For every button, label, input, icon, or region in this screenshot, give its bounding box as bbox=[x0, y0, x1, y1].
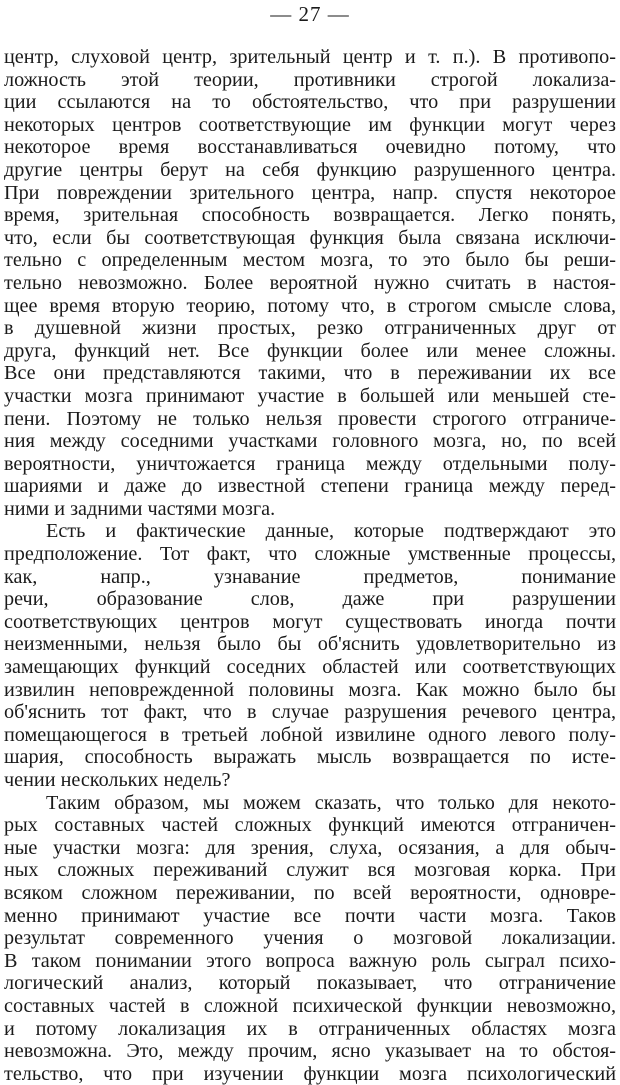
text-line: При повреждении зрительного центра, напр. спустя некоторое bbox=[4, 181, 616, 204]
text-line: результат современного учения о мозговой локализации. bbox=[4, 927, 616, 950]
text-line: ные участки мозга: для зрения, слуха, осязания, а для обыч- bbox=[4, 836, 616, 859]
text-line: тельно невозможно. Более вероятной нужно считать в настоя- bbox=[4, 271, 616, 294]
text-line: Таким образом, мы можем сказать, что только для некото- bbox=[46, 791, 616, 814]
text-line: в душевной жизни простых, резко отграниченных друг от bbox=[4, 317, 616, 340]
text-line: извилин неповрежденной половины мозга. Как можно было бы bbox=[4, 678, 616, 701]
text-line: соответствующих центров могут существовать иногда почти bbox=[4, 610, 616, 633]
paragraph-3 bbox=[4, 792, 616, 1085]
text-line: замещающих функций соседних областей или соответствующих bbox=[4, 656, 616, 679]
text-line: В таком понимании этого вопроса важную роль сыграл психо- bbox=[4, 949, 616, 972]
text-line: Есть и фактические данные, которые подтверждают это bbox=[46, 520, 616, 543]
text-line: невозможна. Это, между прочим, ясно указывает на то обстоя- bbox=[4, 1040, 616, 1063]
text-line: вероятности, уничтожается граница между отдельными полу- bbox=[4, 452, 616, 475]
text-line: чении нескольких недель? bbox=[4, 769, 231, 791]
text-line: щее время вторую теорию, потому что, в строгом смысле слова, bbox=[4, 294, 616, 317]
text-line: ложность этой теории, противники строгой локализа- bbox=[4, 68, 616, 91]
text-line: ними и задними частями мозга. bbox=[4, 497, 276, 520]
text-line: рых составных частей сложных функций имеются отграничен- bbox=[4, 814, 616, 837]
text-line: как, напр., узнавание предметов, понимание bbox=[4, 565, 616, 588]
text-line: неизменными, нельзя было бы об'яснить удовлетворительно из bbox=[4, 633, 616, 656]
text-line: предположение. Тот факт, что сложные умственные процессы, bbox=[4, 543, 616, 566]
text-line: ных сложных переживаний служит вся мозговая корка. При bbox=[4, 859, 616, 882]
text-line: некоторое время восстанавливаться очевидно потому, что bbox=[4, 136, 616, 159]
text-line: некоторых центров соответствующие им функции могут через bbox=[4, 113, 616, 136]
text-line: менно принимают участие все почти части мозга. Таков bbox=[4, 904, 616, 927]
text-line: друга, функций нет. Все функции более или менее сложны. bbox=[4, 339, 616, 362]
text-line: и потому локализация их в отграниченных областях мозга bbox=[4, 1017, 616, 1040]
text-line: шариями и даже до известной степени граница между перед- bbox=[4, 475, 616, 498]
text-line: ния между соседними участками головного мозга, но, по всей bbox=[4, 430, 616, 453]
text-line: другие центры берут на себя функцию разрушенного центра. bbox=[4, 158, 616, 181]
paragraph-2 bbox=[4, 520, 616, 791]
text-line: тельство, что при изучении функции мозга психологический bbox=[4, 1062, 616, 1085]
body-text bbox=[4, 46, 616, 1085]
text-line: участки мозга принимают участие в большей или меньшей сте- bbox=[4, 384, 616, 407]
text-line: тельно с определенным местом мозга, то это было бы реши- bbox=[4, 249, 616, 272]
page-number: — 27 — bbox=[270, 2, 350, 26]
text-line: помещающегося в третьей лобной извилине одного левого полу- bbox=[4, 723, 616, 746]
text-line: Все они представляются такими, что в переживании их все bbox=[4, 362, 616, 385]
paragraph-1 bbox=[4, 46, 616, 520]
text-line: об'яснить тот факт, что в случае разрушения речевого центра, bbox=[4, 701, 616, 724]
text-line: центр, слуховой центр, зрительный центр и т. п.). В противопо- bbox=[4, 46, 616, 68]
text-line: шария, способность выражать мысль возвращается по исте- bbox=[4, 746, 616, 769]
text-line: ции ссылаются на то обстоятельство, что при разрушении bbox=[4, 91, 616, 114]
text-line: пени. Поэтому не только нельзя провести строгого отграниче- bbox=[4, 407, 616, 430]
text-line: логический анализ, который показывает, что отграничение bbox=[4, 972, 616, 995]
text-line: что, если бы соответствующая функция была связана исключи- bbox=[4, 226, 616, 249]
text-line: время, зрительная способность возвращается. Легко понять, bbox=[4, 204, 616, 227]
text-line: составных частей в сложной психической функции невозможно, bbox=[4, 994, 616, 1017]
text-line: речи, образование слов, даже при разрушении bbox=[4, 588, 616, 611]
text-line: всяком сложном переживании, по всей вероятности, одновре- bbox=[4, 881, 616, 904]
